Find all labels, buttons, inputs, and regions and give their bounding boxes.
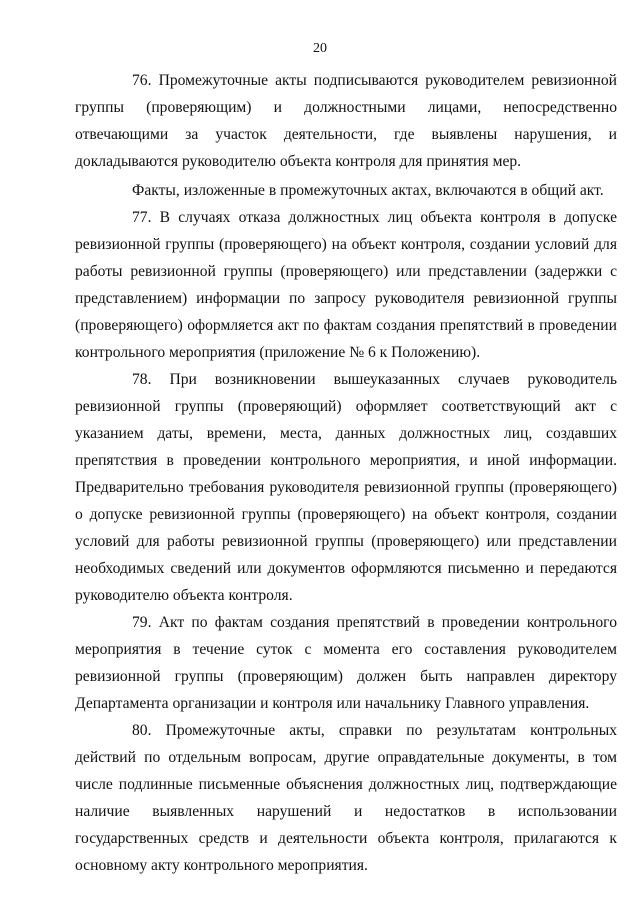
page-number: 20	[313, 41, 327, 56]
paragraph-79: 79. Акт по фактам создания препятствий в проведении контрольного мероприятия в течение суток с момента его составления руководителем ревизионной группы (проверяющим) должен быть направлен директору Департамента организации и контроля или начальнику Главного управления.	[75, 614, 617, 712]
document-body	[75, 67, 617, 879]
paragraph-77: 77. В случаях отказа должностных лиц объекта контроля в допуске ревизионной группы (проверяющего) на объект контроля, создании условий для работы ревизионной группы (проверяющего) или представлении (задержки с представлением) информации по запросу руководителя ревизионной группы (проверяющего) оформляется акт по фактам создания препятствий в проведении контрольного мероприятия (приложение № 6 к Положению).	[75, 209, 617, 361]
paragraph-facts: Факты, изложенные в промежуточных актах, включаются в общий акт.	[132, 182, 604, 199]
paragraph-76: 76. Промежуточные акты подписываются руководителем ревизионной группы (проверяющим) и должностными лицами, непосредственно отвечающими за участок деятельности, где выявлены нарушения, и докладываются руководителю объекта контроля для принятия мер.	[75, 72, 617, 170]
paragraph-78: 78. При возникновении вышеуказанных случаев руководитель ревизионной группы (проверяющий) оформляет соответствующий акт с указанием даты, времени, места, данных должностных лиц, создавших препятствия в проведении контрольного мероприятия, и иной информации. Предварительно требования руководителя ревизионной группы (проверяющего) о допуске ревизионной группы (проверяющего) на объект контроля, создании условий для работы ревизионной группы (проверяющего) или представлении необходимых сведений или документов оформляются письменно и передаются руководителю объекта контроля.	[75, 371, 617, 604]
paragraph-80: 80. Промежуточные акты, справки по результатам контрольных действий по отдельным вопросам, другие оправдательные документы, в том числе подлинные письменные объяснения должностных лиц, подтверждающие наличие выявленных нарушений и недостатков в использовании государственных средств и деятельности объекта контроля, прилагаются к основному акту контрольного мероприятия.	[75, 722, 617, 874]
